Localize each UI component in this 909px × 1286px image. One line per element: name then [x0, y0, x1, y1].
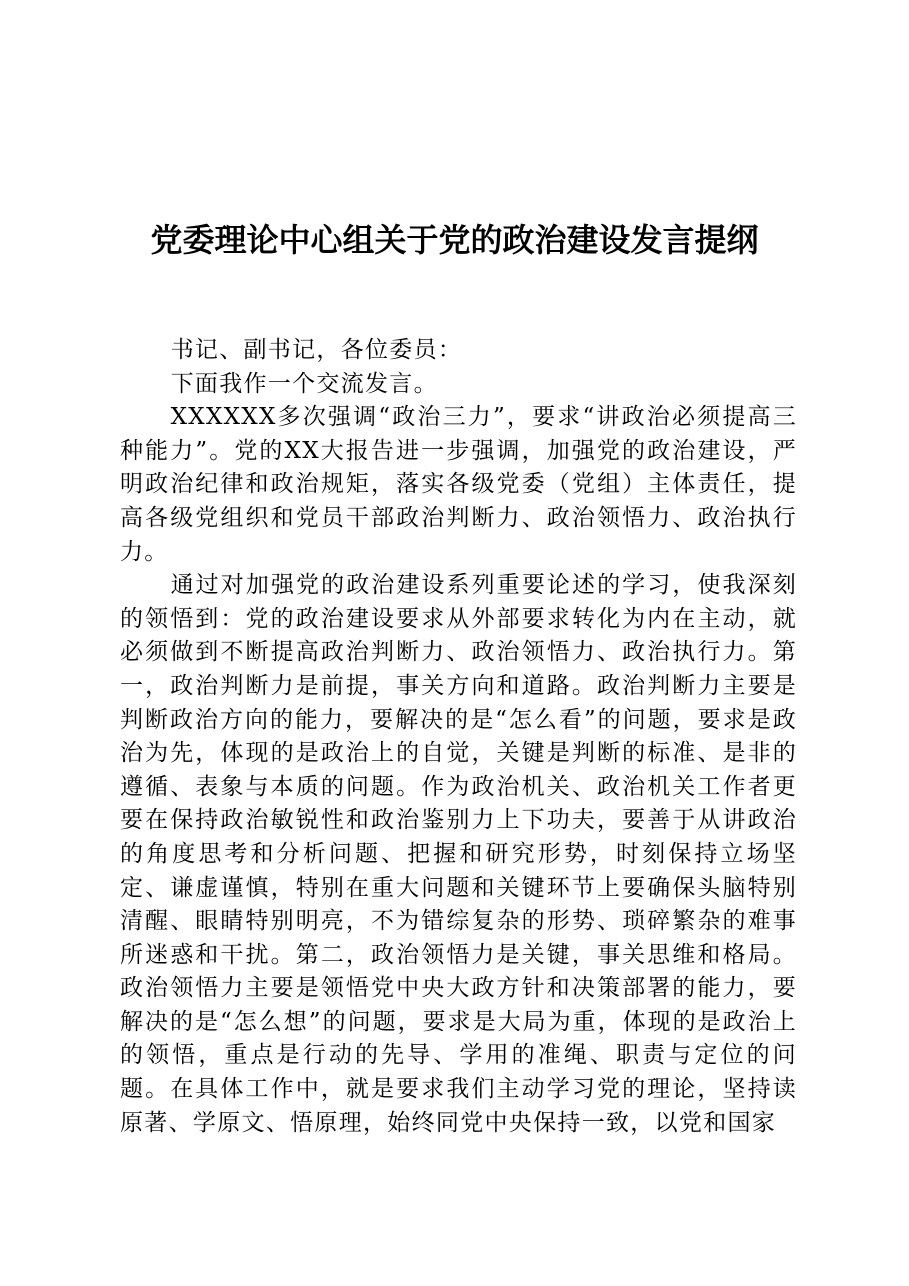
paragraph-study-insights: 通过对加强党的政治建设系列重要论述的学习，使我深刻的领悟到：党的政治建设要求从外部要求转化为内在主动，就必须做到不断提高政治判断力、政治领悟力、政治执行力。第一，政治判断力是前提，事关方向和道路。政治判断力主要是判断政治方向的能力，要解决的是“怎么看”的问题，要求是政治为先，体现的是政治上的自觉，关键是判断的标准、是非的遵循、表象与本质的问题。作为政治机关、政治机关工作者更要在保持政治敏锐性和政治鉴别力上下功夫，要善于从讲政治的角度思考和分析问题、把握和研究形势，时刻保持立场坚定、谦虚谨慎，特别在重大问题和关键环节上要确保头脑特别清醒、眼睛特别明亮，不为错综复杂的形势、琐碎繁杂的难事所迷惑和干扰。第二，政治领悟力是关键，事关思维和格局。政治领悟力主要是领悟党中央大政方针和决策部署的能力，要解决的是“怎么想”的问题，要求是大局为重，体现的是政治上的领悟，重点是行动的先导、学用的准绳、职责与定位的问题。在具体工作中，就是要求我们主动学习党的理论，坚持读原著、学原文、悟原理，始终同党中央保持一致，以党和国家 [120, 572, 797, 1136]
paragraph-three-abilities: XXXXXX多次强调“政治三力”，要求“讲政治必须提高三种能力”。党的XX大报告进一步强调，加强党的政治建设，严明政治纪律和政治规矩，落实各级党委（党组）主体责任，提高各级党组织和党员干部政治判断力、政治领悟力、政治执行力。 [120, 404, 797, 565]
paragraph-salutation: 书记、副书记，各位委员： [170, 337, 463, 363]
paragraph-intro: 下面我作一个交流发言。 [170, 370, 438, 397]
document-title: 党委理论中心组关于党的政治建设发言提纲 [150, 221, 759, 259]
document-body [120, 334, 797, 1140]
